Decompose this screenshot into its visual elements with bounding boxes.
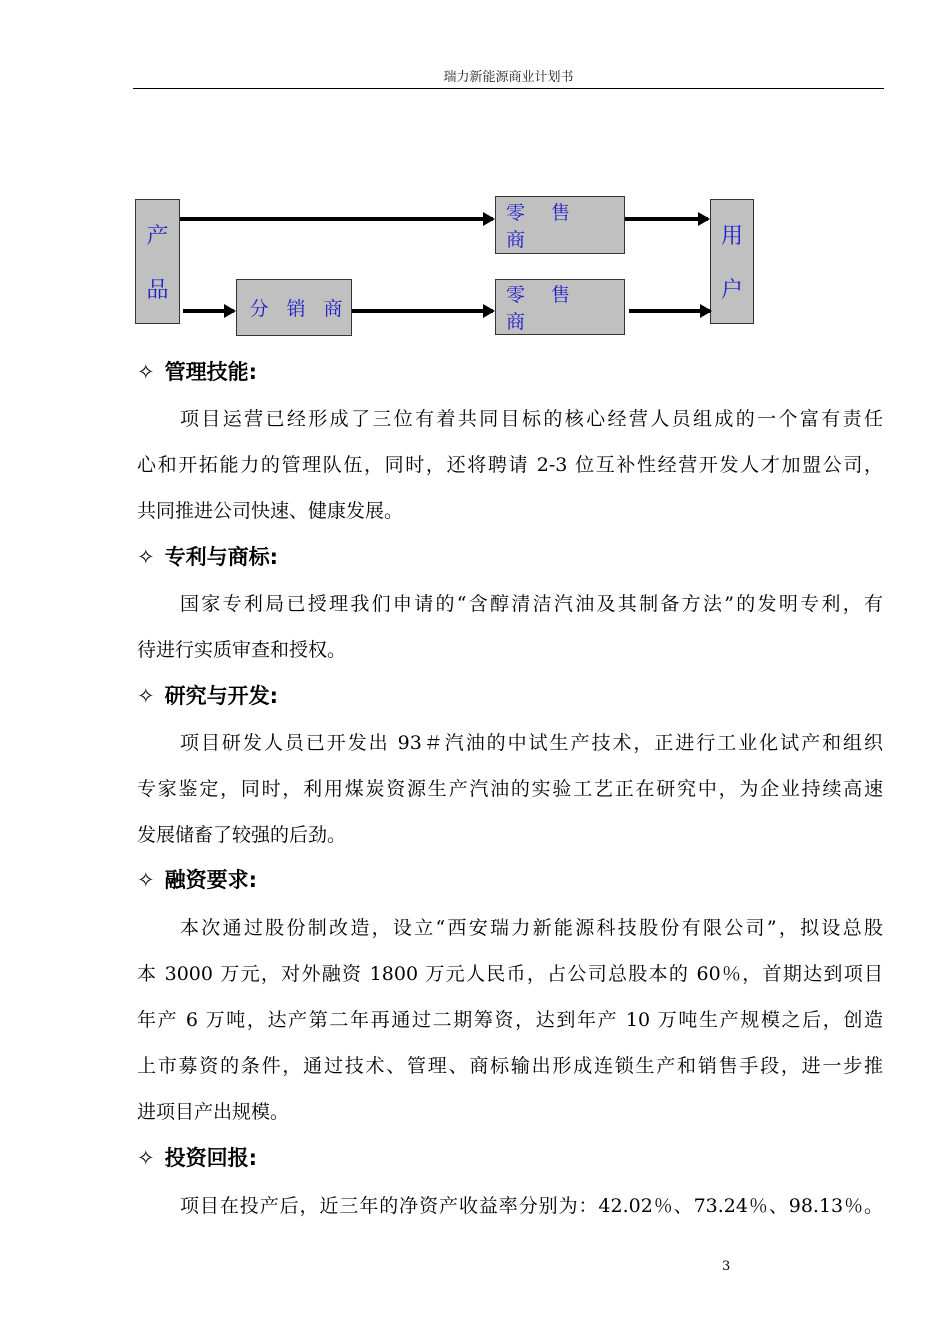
paragraph-line: 发展储畜了较强的后劲。 bbox=[137, 824, 347, 846]
paragraph-line: 项目在投产后，近三年的净资产收益率分别为：42.02％、73.24％、98.13％。 bbox=[180, 1195, 883, 1217]
paragraph-line: 项目运营已经形成了三位有着共同目标的核心经营人员组成的一个富有责任 bbox=[180, 408, 883, 430]
paragraph-line: 心和开拓能力的管理队伍，同时，还将聘请 2-3 位互补性经营开发人才加盟公司， bbox=[137, 454, 883, 476]
diamond-bullet-icon: ✧ bbox=[137, 360, 155, 384]
user-box bbox=[710, 199, 754, 324]
diamond-bullet-icon: ✧ bbox=[137, 868, 155, 892]
distributor-box: 分 销 商 bbox=[236, 279, 352, 336]
arrow-distributor-to-retailer bbox=[352, 309, 493, 313]
diamond-bullet-icon: ✧ bbox=[137, 1146, 155, 1170]
section-heading bbox=[137, 680, 278, 710]
section-title: 专利与商标: bbox=[164, 545, 279, 569]
running-header: 瑞力新能源商业计划书 bbox=[443, 70, 574, 85]
paragraph-line: 进项目产出规模。 bbox=[137, 1101, 290, 1123]
paragraph-line: 共同推进公司快速、健康发展。 bbox=[137, 500, 404, 522]
section-heading bbox=[137, 356, 257, 386]
section-title: 研究与开发: bbox=[164, 684, 279, 708]
section-title: 融资要求: bbox=[164, 868, 258, 892]
page-number: 3 bbox=[722, 1259, 731, 1274]
arrow-retailer-to-user-top bbox=[625, 217, 708, 221]
arrow-product-to-distributor bbox=[183, 309, 234, 313]
retailer-top-box: 零 售 商 bbox=[495, 196, 625, 254]
diamond-bullet-icon: ✧ bbox=[137, 545, 155, 569]
paragraph-line: 项目研发人员已开发出 93＃汽油的中试生产技术，正进行工业化试产和组织 bbox=[180, 732, 883, 754]
user-label-1: 用 bbox=[720, 224, 743, 250]
section-heading bbox=[137, 864, 257, 894]
arrow-retailer-to-user-bottom bbox=[629, 309, 710, 313]
paragraph-line: 本 3000 万元，对外融资 1800 万元人民币，占公司总股本的 60％，首期达到项目 bbox=[137, 963, 883, 985]
retailer-bottom-box: 零 售 商 bbox=[495, 279, 625, 335]
paragraph-line: 上市募资的条件，通过技术、管理、商标输出形成连锁生产和销售手段，进一步推 bbox=[137, 1055, 883, 1077]
paragraph-line: 专家鉴定，同时，利用煤炭资源生产汽油的实验工艺正在研究中，为企业持续高速 bbox=[137, 778, 883, 800]
paragraph-line: 本次通过股份制改造，设立“西安瑞力新能源科技股份有限公司”，拟设总股 bbox=[180, 917, 883, 939]
paragraph-line: 国家专利局已授理我们申请的“含醇清洁汽油及其制备方法”的发明专利，有 bbox=[180, 593, 883, 615]
paragraph-line: 年产 6 万吨，达产第二年再通过二期筹资，达到年产 10 万吨生产规模之后，创造 bbox=[137, 1009, 883, 1031]
product-label-1: 产 bbox=[146, 224, 169, 250]
section-title: 投资回报: bbox=[164, 1146, 258, 1170]
section-title: 管理技能: bbox=[164, 360, 258, 384]
paragraph-line: 待进行实质审查和授权。 bbox=[137, 639, 347, 661]
user-label-2: 户 bbox=[720, 277, 743, 303]
product-box bbox=[135, 199, 180, 324]
header-rule bbox=[133, 88, 884, 89]
arrow-product-to-retailer bbox=[180, 217, 493, 221]
section-heading bbox=[137, 541, 278, 571]
diamond-bullet-icon: ✧ bbox=[137, 684, 155, 708]
section-heading bbox=[137, 1142, 257, 1172]
product-label-2: 品 bbox=[146, 277, 169, 303]
